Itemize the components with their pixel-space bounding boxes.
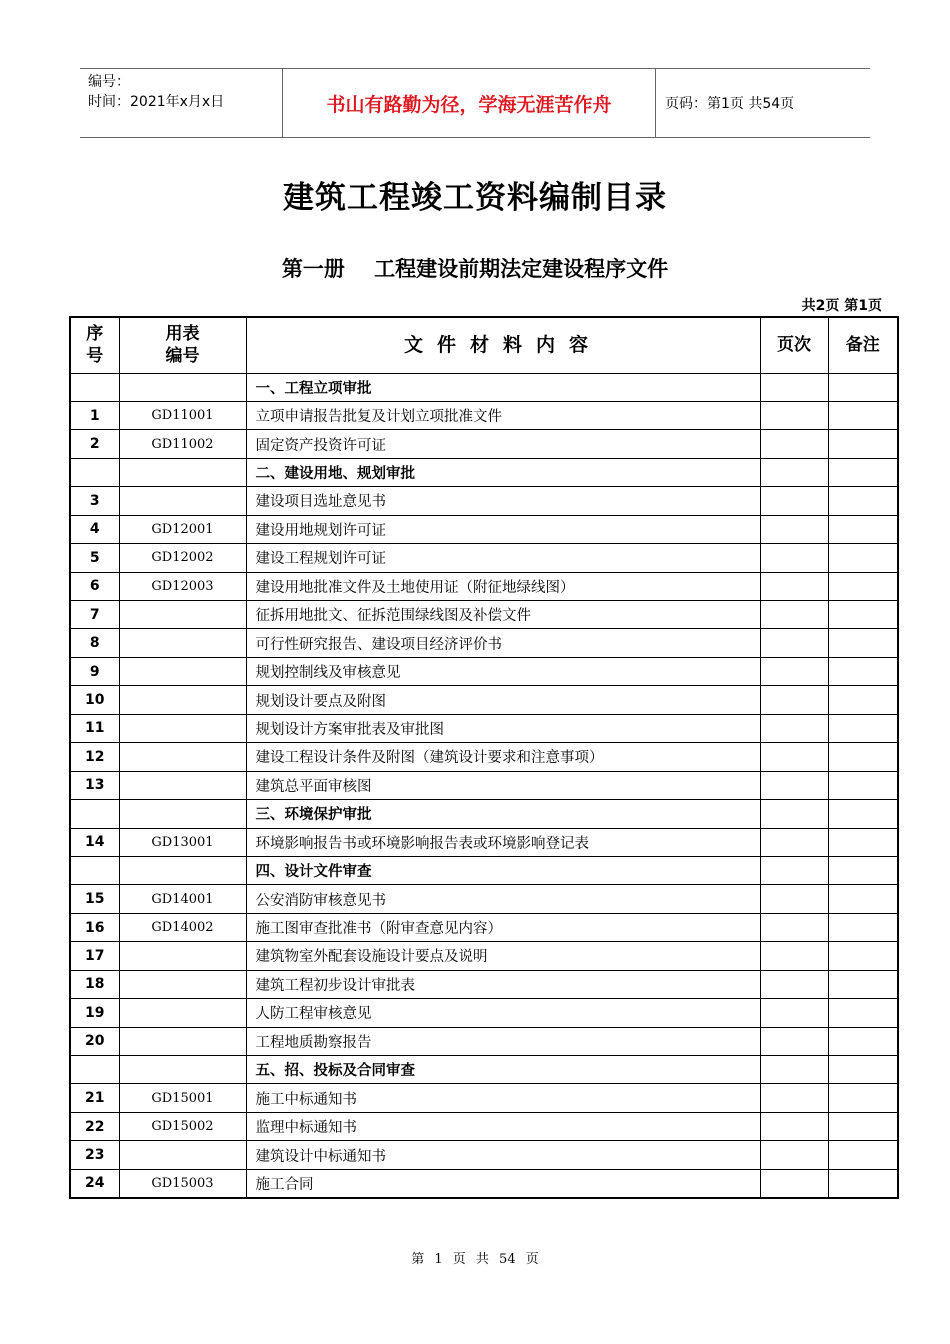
document-title: 建筑工程竣工资料编制目录 <box>283 180 667 216</box>
cell-content: 规划设计要点及附图 <box>246 686 760 714</box>
cell-content: 建设工程规划许可证 <box>246 544 760 572</box>
cell-content: 施工合同 <box>246 1169 760 1197</box>
cell-no <box>70 1056 119 1084</box>
cell-page <box>760 856 828 884</box>
cell-remark <box>828 515 898 543</box>
cell-page <box>760 544 828 572</box>
cell-page <box>760 572 828 600</box>
cell-remark <box>828 942 898 970</box>
cell-content: 征拆用地批文、征拆范围绿线图及补偿文件 <box>246 601 760 629</box>
cell-section-title: 五、招、投标及合同审查 <box>246 1056 760 1084</box>
cell-form-code: GD15002 <box>119 1112 246 1140</box>
cell-form-code <box>119 487 246 515</box>
cell-page <box>760 1056 828 1084</box>
section-row <box>70 458 898 486</box>
table-row <box>70 515 898 543</box>
cell-no <box>70 800 119 828</box>
header-number: 编号： <box>88 74 130 90</box>
cell-form-code: GD11002 <box>119 430 246 458</box>
table-page-info: 共2页 第1页 <box>801 298 882 314</box>
cell-content: 立项申请报告批复及计划立项批准文件 <box>246 401 760 429</box>
cell-content: 建筑物室外配套设施设计要点及说明 <box>246 942 760 970</box>
cell-remark <box>828 601 898 629</box>
cell-no: 24 <box>70 1169 119 1197</box>
cell-page <box>760 885 828 913</box>
cell-form-code <box>119 458 246 486</box>
cell-page <box>760 458 828 486</box>
cell-remark <box>828 999 898 1027</box>
cell-page <box>760 1112 828 1140</box>
cell-form-code <box>119 771 246 799</box>
cell-form-code <box>119 743 246 771</box>
cell-remark <box>828 885 898 913</box>
cell-remark <box>828 771 898 799</box>
cell-content: 建设工程设计条件及附图（建筑设计要求和注意事项） <box>246 743 760 771</box>
header-no <box>70 317 119 373</box>
cell-form-code <box>119 629 246 657</box>
header-remark: 备注 <box>828 317 898 373</box>
section-row <box>70 1056 898 1084</box>
cell-page <box>760 714 828 742</box>
cell-no: 22 <box>70 1112 119 1140</box>
cell-page <box>760 771 828 799</box>
cell-content: 施工图审查批准书（附审查意见内容） <box>246 913 760 941</box>
table-row <box>70 714 898 742</box>
cell-content: 建筑设计中标通知书 <box>246 1141 760 1169</box>
header-content: 文件材料内容 <box>246 317 760 373</box>
cell-remark <box>828 800 898 828</box>
table-row <box>70 1141 898 1169</box>
cell-content: 建筑总平面审核图 <box>246 771 760 799</box>
table-row <box>70 629 898 657</box>
cell-page <box>760 1084 828 1112</box>
cell-form-code <box>119 1141 246 1169</box>
cell-no: 19 <box>70 999 119 1027</box>
cell-page <box>760 657 828 685</box>
cell-form-code <box>119 1027 246 1055</box>
section-row <box>70 856 898 884</box>
cell-content: 固定资产投资许可证 <box>246 430 760 458</box>
cell-remark <box>828 828 898 856</box>
cell-content: 规划设计方案审批表及审批图 <box>246 714 760 742</box>
table-row <box>70 686 898 714</box>
cell-page <box>760 430 828 458</box>
cell-remark <box>828 1141 898 1169</box>
table-row <box>70 1027 898 1055</box>
h-code-line: 用表 <box>165 324 200 345</box>
table-row <box>70 544 898 572</box>
table-row <box>70 828 898 856</box>
cell-no: 10 <box>70 686 119 714</box>
cell-remark <box>828 458 898 486</box>
table-row <box>70 743 898 771</box>
cell-no: 7 <box>70 601 119 629</box>
cell-remark <box>828 1084 898 1112</box>
cell-content: 工程地质勘察报告 <box>246 1027 760 1055</box>
cell-remark <box>828 373 898 401</box>
cell-no: 1 <box>70 401 119 429</box>
header-meta <box>80 69 282 137</box>
cell-section-title: 三、环境保护审批 <box>246 800 760 828</box>
cell-page <box>760 487 828 515</box>
cell-remark <box>828 714 898 742</box>
cell-form-code: GD12003 <box>119 572 246 600</box>
cell-no: 23 <box>70 1141 119 1169</box>
cell-content: 可行性研究报告、建设项目经济评价书 <box>246 629 760 657</box>
cell-form-code: GD15001 <box>119 1084 246 1112</box>
table-row <box>70 572 898 600</box>
page-footer: 第 1 页 共 54 页 <box>411 1252 539 1267</box>
cell-remark <box>828 657 898 685</box>
cell-remark <box>828 1112 898 1140</box>
table-row <box>70 657 898 685</box>
cell-form-code <box>119 800 246 828</box>
table-row <box>70 1112 898 1140</box>
cell-form-code: GD14002 <box>119 913 246 941</box>
cell-no: 13 <box>70 771 119 799</box>
cell-remark <box>828 913 898 941</box>
catalog-table <box>69 316 899 1199</box>
cell-no: 9 <box>70 657 119 685</box>
cell-no: 8 <box>70 629 119 657</box>
cell-form-code: GD12001 <box>119 515 246 543</box>
cell-form-code <box>119 601 246 629</box>
cell-no: 18 <box>70 970 119 998</box>
table-row <box>70 885 898 913</box>
table-row <box>70 999 898 1027</box>
cell-remark <box>828 970 898 998</box>
cell-page <box>760 828 828 856</box>
table-row <box>70 970 898 998</box>
cell-page <box>760 373 828 401</box>
cell-no: 12 <box>70 743 119 771</box>
cell-page <box>760 629 828 657</box>
cell-form-code <box>119 999 246 1027</box>
table-row <box>70 487 898 515</box>
cell-remark <box>828 629 898 657</box>
cell-section-title: 二、建设用地、规划审批 <box>246 458 760 486</box>
cell-page <box>760 1027 828 1055</box>
cell-form-code: GD14001 <box>119 885 246 913</box>
cell-remark <box>828 401 898 429</box>
cell-content: 公安消防审核意见书 <box>246 885 760 913</box>
cell-content: 规划控制线及审核意见 <box>246 657 760 685</box>
cell-no <box>70 458 119 486</box>
cell-page <box>760 800 828 828</box>
cell-form-code <box>119 657 246 685</box>
cell-section-title: 一、工程立项审批 <box>246 373 760 401</box>
table-header-row <box>70 317 898 373</box>
section-row <box>70 800 898 828</box>
cell-content: 环境影响报告书或环境影响报告表或环境影响登记表 <box>246 828 760 856</box>
cell-form-code: GD15003 <box>119 1169 246 1197</box>
table-row <box>70 401 898 429</box>
cell-page <box>760 970 828 998</box>
h-no-line: 号 <box>86 346 104 367</box>
cell-page <box>760 601 828 629</box>
cell-no: 17 <box>70 942 119 970</box>
cell-no: 2 <box>70 430 119 458</box>
header-form-code <box>119 317 246 373</box>
cell-remark <box>828 430 898 458</box>
cell-no: 5 <box>70 544 119 572</box>
table-row <box>70 1084 898 1112</box>
cell-no: 20 <box>70 1027 119 1055</box>
cell-remark <box>828 686 898 714</box>
table-row <box>70 913 898 941</box>
cell-no: 21 <box>70 1084 119 1112</box>
cell-remark <box>828 1169 898 1197</box>
cell-no: 15 <box>70 885 119 913</box>
section-row <box>70 373 898 401</box>
cell-page <box>760 942 828 970</box>
cell-content: 建设项目选址意见书 <box>246 487 760 515</box>
cell-content: 人防工程审核意见 <box>246 999 760 1027</box>
cell-form-code <box>119 686 246 714</box>
cell-page <box>760 1141 828 1169</box>
cell-content: 建设用地规划许可证 <box>246 515 760 543</box>
cell-remark <box>828 544 898 572</box>
header-motto: 书山有路勤为径，学海无涯苦作舟 <box>282 69 656 137</box>
cell-form-code <box>119 856 246 884</box>
header-page: 页次 <box>760 317 828 373</box>
cell-remark <box>828 1027 898 1055</box>
cell-remark <box>828 572 898 600</box>
cell-remark <box>828 1056 898 1084</box>
cell-form-code: GD13001 <box>119 828 246 856</box>
cell-page <box>760 913 828 941</box>
cell-page <box>760 1169 828 1197</box>
cell-no: 16 <box>70 913 119 941</box>
cell-no: 3 <box>70 487 119 515</box>
table-row <box>70 771 898 799</box>
header-page-code: 页码：第1页 共54页 <box>665 96 795 112</box>
cell-form-code <box>119 714 246 742</box>
cell-form-code: GD12002 <box>119 544 246 572</box>
cell-page <box>760 743 828 771</box>
cell-remark <box>828 487 898 515</box>
cell-content: 施工中标通知书 <box>246 1084 760 1112</box>
table-body <box>70 373 898 1198</box>
cell-content: 监理中标通知书 <box>246 1112 760 1140</box>
page-header <box>80 68 870 138</box>
cell-no <box>70 373 119 401</box>
cell-content: 建筑工程初步设计审批表 <box>246 970 760 998</box>
cell-content: 建设用地批准文件及土地使用证（附征地绿线图） <box>246 572 760 600</box>
volume-subtitle: 第一册 工程建设前期法定建设程序文件 <box>281 257 669 281</box>
table-row <box>70 430 898 458</box>
cell-page <box>760 999 828 1027</box>
cell-form-code <box>119 970 246 998</box>
cell-page <box>760 401 828 429</box>
cell-form-code <box>119 1056 246 1084</box>
cell-no: 6 <box>70 572 119 600</box>
cell-no: 14 <box>70 828 119 856</box>
table-row <box>70 942 898 970</box>
header-time: 时间：2021年x月x日 <box>88 94 225 110</box>
cell-form-code <box>119 942 246 970</box>
cell-no: 11 <box>70 714 119 742</box>
cell-form-code: GD11001 <box>119 401 246 429</box>
cell-remark <box>828 856 898 884</box>
cell-remark <box>828 743 898 771</box>
cell-section-title: 四、设计文件审查 <box>246 856 760 884</box>
cell-no: 4 <box>70 515 119 543</box>
cell-page <box>760 515 828 543</box>
cell-page <box>760 686 828 714</box>
cell-no <box>70 856 119 884</box>
h-code-line: 编号 <box>165 346 200 367</box>
cell-form-code <box>119 373 246 401</box>
h-no-line: 序 <box>86 324 104 345</box>
table-row <box>70 1169 898 1197</box>
table-row <box>70 601 898 629</box>
